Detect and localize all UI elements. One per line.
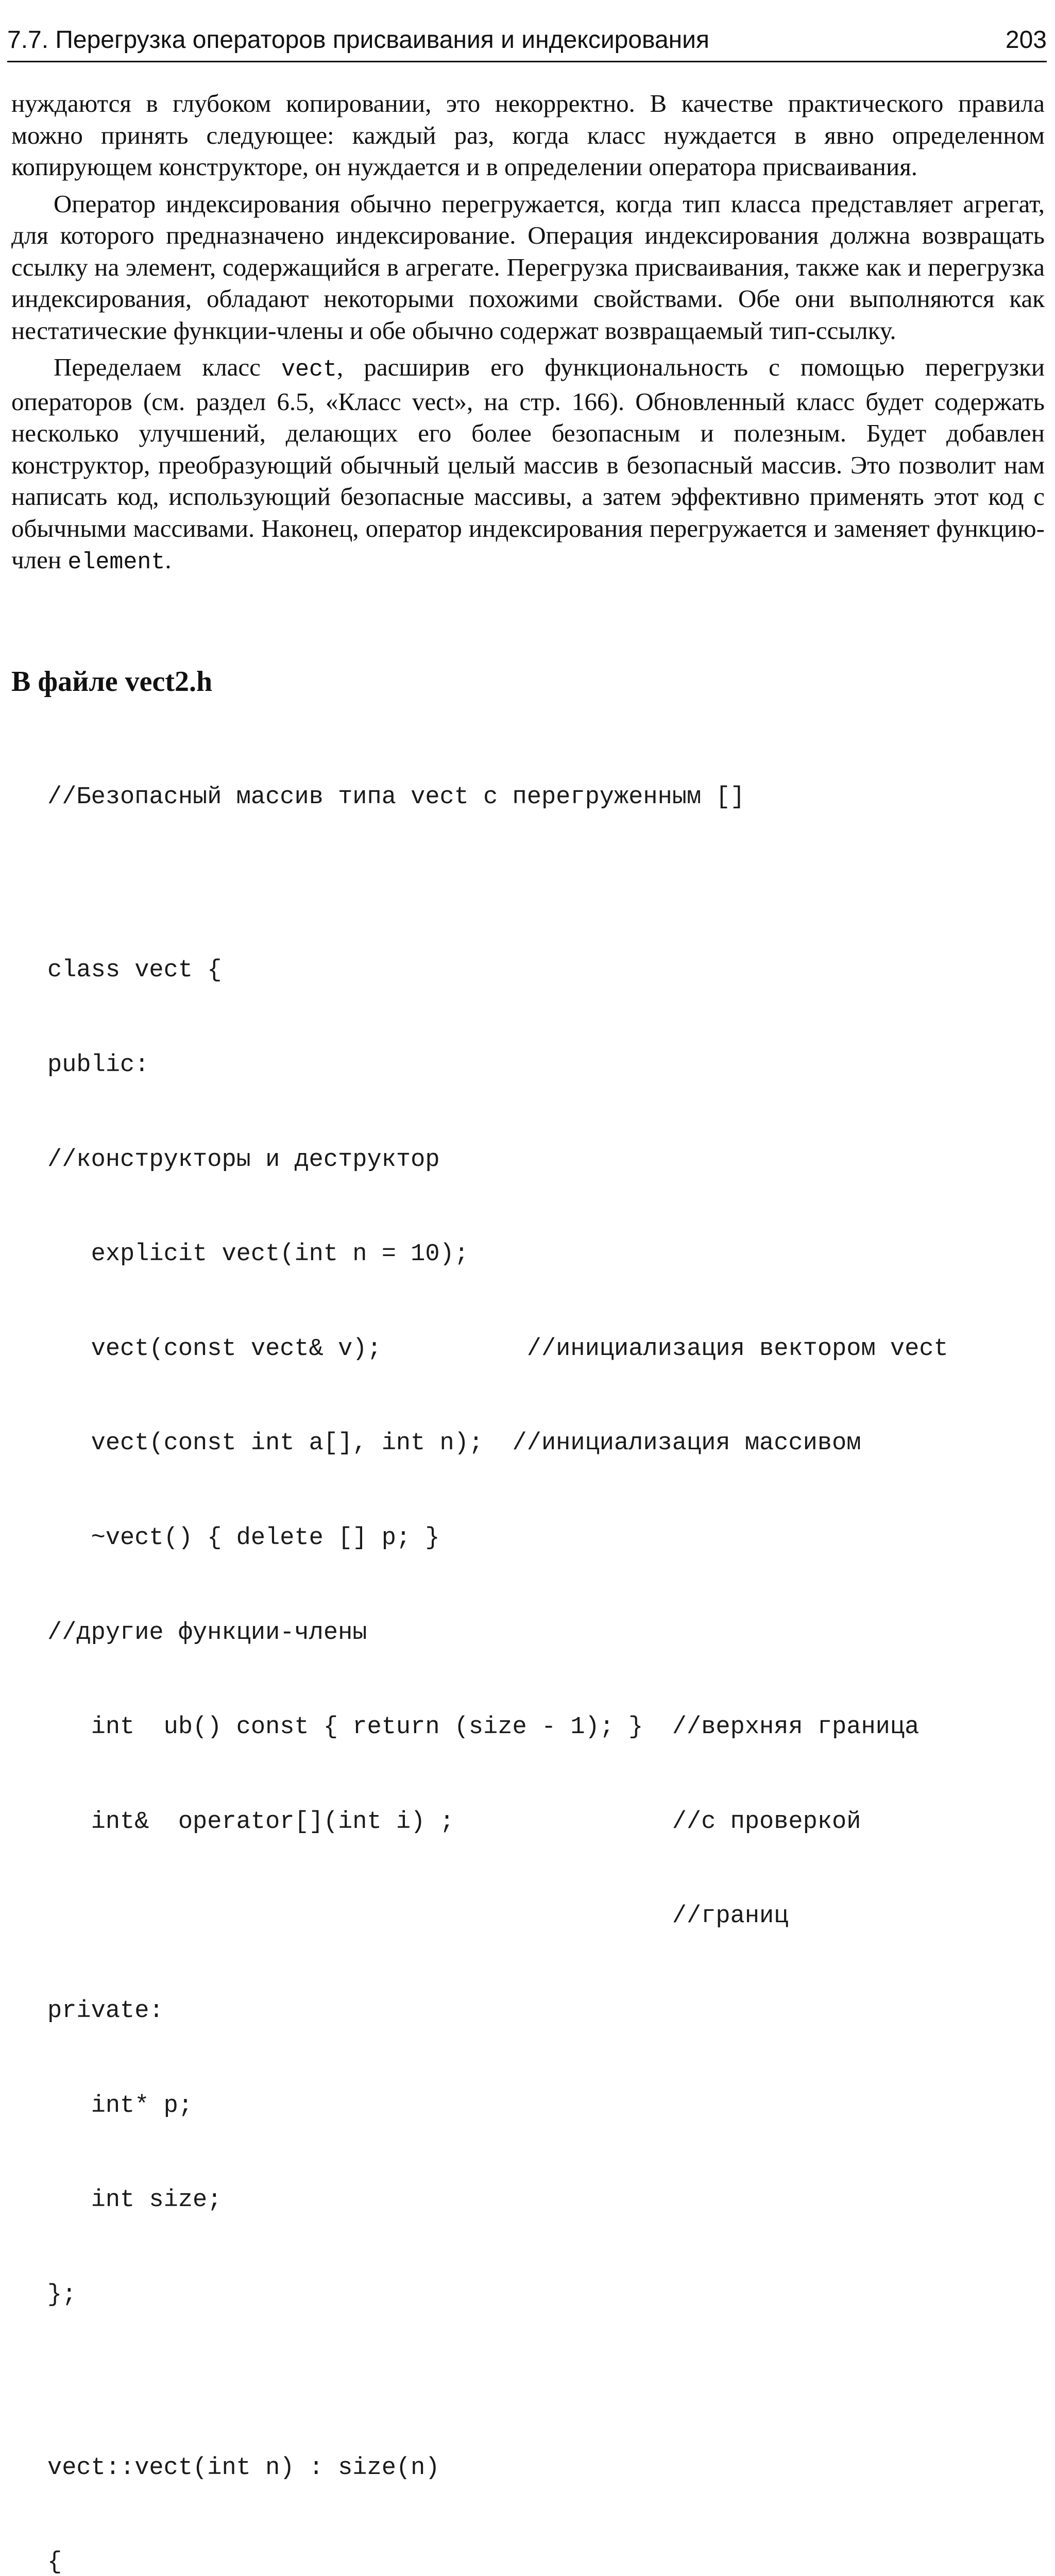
code-line-array-constructor: vect(const int a[], int n); //инициализация массивом — [47, 1430, 861, 1458]
inline-code-element: element — [67, 549, 165, 575]
code-line-class-end: }; — [47, 2281, 77, 2309]
code-line-comment-members: //другие функции-члены — [47, 1619, 367, 1647]
running-header — [7, 20, 1047, 62]
code-line-copy-constructor: vect(const vect& v); //инициализация вектором vect — [47, 1335, 948, 1363]
paragraph-text-segment: , расширив его функциональность с помощью перегрузки операторов (см. раздел 6.5, «Класс vect», на стр. 166). Обновленный класс будет содержать несколько улучшений, делающих его более безопасным и полезным. Будет добавлен конструктор, преобразующий обычный целый массив в безопасный массив. Это позволит нам написать код, использующий безопасные массивы, а затем эффективно применять этот код с обычными массивами. Наконец, оператор индексирования перегружается и заменяет функцию-член — [11, 353, 1045, 574]
code-line-class-declaration: class vect { — [47, 957, 222, 985]
code-line-destructor: ~vect() { delete [] p; } — [47, 1524, 440, 1552]
body-text — [11, 88, 1045, 584]
code-line-open-brace: { — [47, 2549, 62, 2576]
file-heading: В файле vect2.h — [11, 666, 213, 698]
code-line-explicit-constructor: explicit vect(int n = 10); — [47, 1241, 469, 1268]
code-line-comment-bounds: //границ — [47, 1903, 789, 1930]
inline-code-vect: vect — [281, 357, 337, 383]
code-line-comment-constructors: //конструкторы и деструктор — [47, 1146, 440, 1174]
code-gap — [47, 876, 1047, 892]
code-listing — [47, 719, 1047, 2576]
page-number: 203 — [1005, 26, 1047, 54]
paragraph-text-segment: . — [165, 546, 172, 574]
code-line-comment-title: //Безопасный массив типа vect с перегруженным [] — [47, 784, 745, 811]
code-line-ctor-def: vect::vect(int n) : size(n) — [47, 2454, 440, 2482]
code-line-member-p: int* p; — [47, 2092, 193, 2120]
code-line-member-size: int size; — [47, 2187, 222, 2214]
code-gap — [47, 2374, 1047, 2389]
code-line-ub: int ub() const { return (size - 1); } //верхняя граница — [47, 1714, 920, 1741]
code-line-public: public: — [47, 1052, 149, 1079]
paragraph-text-segment: Переделаем класс — [54, 353, 281, 381]
paragraph-vect-rework — [11, 351, 1045, 579]
code-line-operator-subscript: int& operator[](int i) ; //с проверкой — [47, 1808, 861, 1836]
paragraph-subscript-operator: Оператор индексирования обычно перегружается, когда тип класса представляет агрегат, для которого предназначено индексирование. Операция индексирования должна возвращать ссылку на элемент, содержащийся в агрегате. Перегрузка присваивания, также как и перегрузка индексирования, обладают некоторыми похожими свойствами. Обе они выполняются как нестатические функции-члены и обе обычно содержат возвращаемый тип-ссылку. — [11, 189, 1045, 345]
chapter-section-title: 7.7. Перегрузка операторов присваивания и индексирования — [7, 26, 709, 54]
code-line-private: private: — [47, 1997, 164, 2025]
paragraph-continuation: нуждаются в глубоком копировании, это некорректно. В качестве практического правила можно принять следующее: каждый раз, когда класс нуждается в явно определенном копирующем конструкторе, он нуждается и в определении оператора присваивания. — [11, 89, 1045, 181]
